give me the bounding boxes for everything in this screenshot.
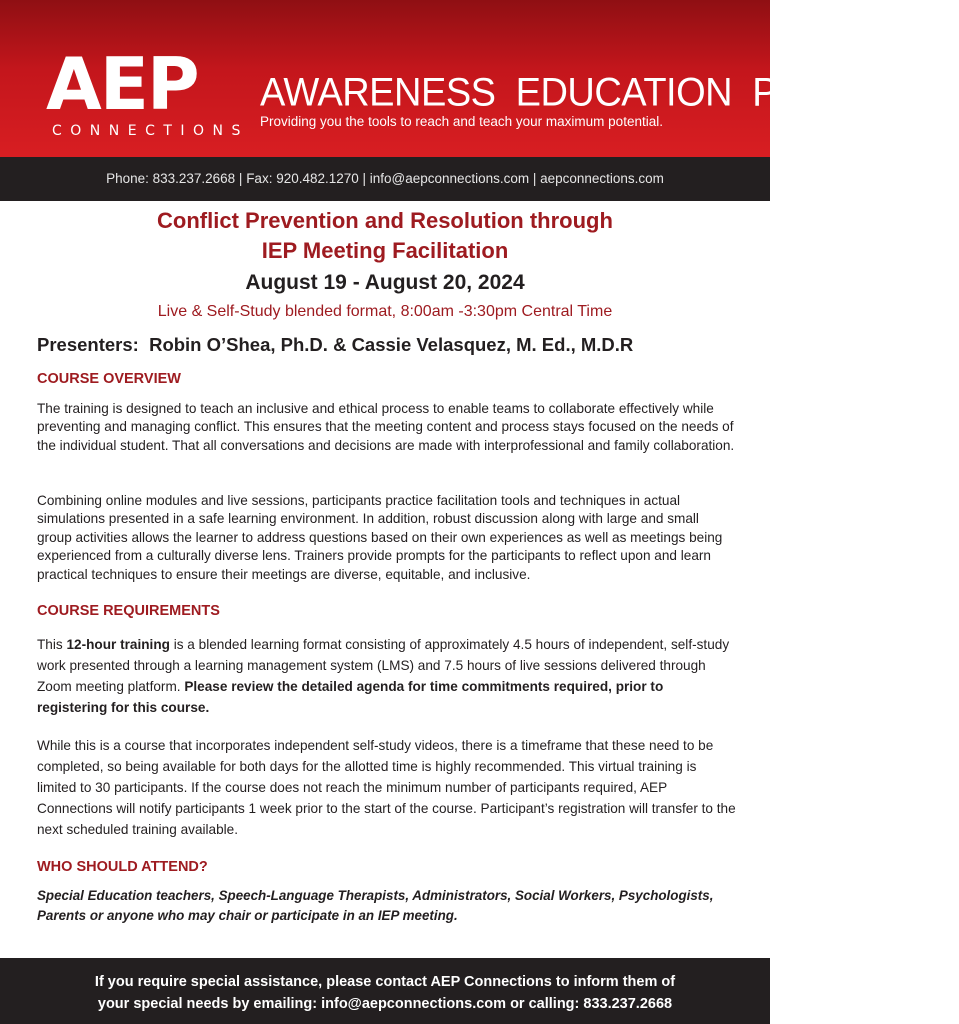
requirements-paragraph-2: While this is a course that incorporates independent self-study videos, there is a timeframe that these need to be completed, so being available for both days for the allotted time is highly recommended. This virtual training is limited to 30 participants. If the course does not reach the minimum number of participants required, AEP Connections will notify participants 1 week prior to the start of the course. Participant’s registration will transfer to the next scheduled training available. <box>37 738 736 837</box>
contact-bar: Phone: 833.237.2668 | Fax: 920.482.1270 | info@aepconnections.com | aepconnections.com <box>0 157 770 201</box>
requirements-agenda-note: Please review the detailed agenda for time commitments required, prior to registering for this course. <box>37 679 664 715</box>
header-banner <box>0 0 959 157</box>
logo-subtitle: CONNECTIONS <box>52 123 249 139</box>
overview-heading: COURSE OVERVIEW <box>37 371 181 387</box>
requirements-text-2: is a blended learning format consisting of approximately 4.5 hours of independent, self-study work presented through a learning management system (LMS) and 7.5 hours of live sessions delivered through Zoom meeting platform. <box>37 637 730 694</box>
tagline: AWARENESS EDUCATION POTENTIAL <box>260 71 959 116</box>
aep-logo <box>46 42 249 148</box>
presenters: Presenters: Robin O’Shea, Ph.D. & Cassie Velasquez, M. Ed., M.D.R <box>37 334 634 355</box>
requirements-text-1: This <box>37 637 67 652</box>
attend-heading: WHO SHOULD ATTEND? <box>37 859 208 875</box>
attend-audience: Special Education teachers, Speech-Language Therapists, Administrators, Social Workers, Psychologists, Parents or anyone who may chair or participate in an IEP meeting. <box>37 888 714 923</box>
subtagline: Providing you the tools to reach and teach your maximum potential. <box>260 114 663 129</box>
requirements-heading: COURSE REQUIREMENTS <box>37 603 220 619</box>
footer-assistance <box>0 958 770 1024</box>
course-title <box>0 206 770 266</box>
course-format: Live & Self-Study blended format, 8:00am -3:30pm Central Time <box>157 303 613 320</box>
course-dates: August 19 - August 20, 2024 <box>245 271 525 294</box>
requirements-paragraph-1 <box>37 634 737 718</box>
logo-letters: AEP <box>46 42 198 126</box>
course-title-line-1: Conflict Prevention and Resolution through <box>157 208 613 233</box>
footer-line-2: your special needs by emailing: info@aepconnections.com or calling: 833.237.2668 <box>97 996 673 1012</box>
overview-paragraph-1: The training is designed to teach an inclusive and ethical process to enable teams to collaborate effectively while preventing and managing conflict. This ensures that the meeting content and process stays focused on the needs of the individual student. That all conversations and decisions are made with interprofessional and family collaboration. <box>37 401 735 453</box>
requirements-hours: 12-hour training <box>66 637 170 652</box>
course-title-line-2: IEP Meeting Facilitation <box>261 238 509 263</box>
footer-line-1: If you require special assistance, please contact AEP Connections to inform them of <box>94 974 676 990</box>
overview-paragraph-2: Combining online modules and live sessions, participants practice facilitation tools and techniques in actual simulations presented in a safe learning environment. In addition, robust discussion along with large and small group activities allows the learner to address questions based on their own experiences as well as meetings being experienced from a culturally diverse lens. Trainers provide prompts for the participants to reflect upon and learn practical techniques to ensure their meetings are diverse, equitable, and inclusive. <box>37 493 723 582</box>
